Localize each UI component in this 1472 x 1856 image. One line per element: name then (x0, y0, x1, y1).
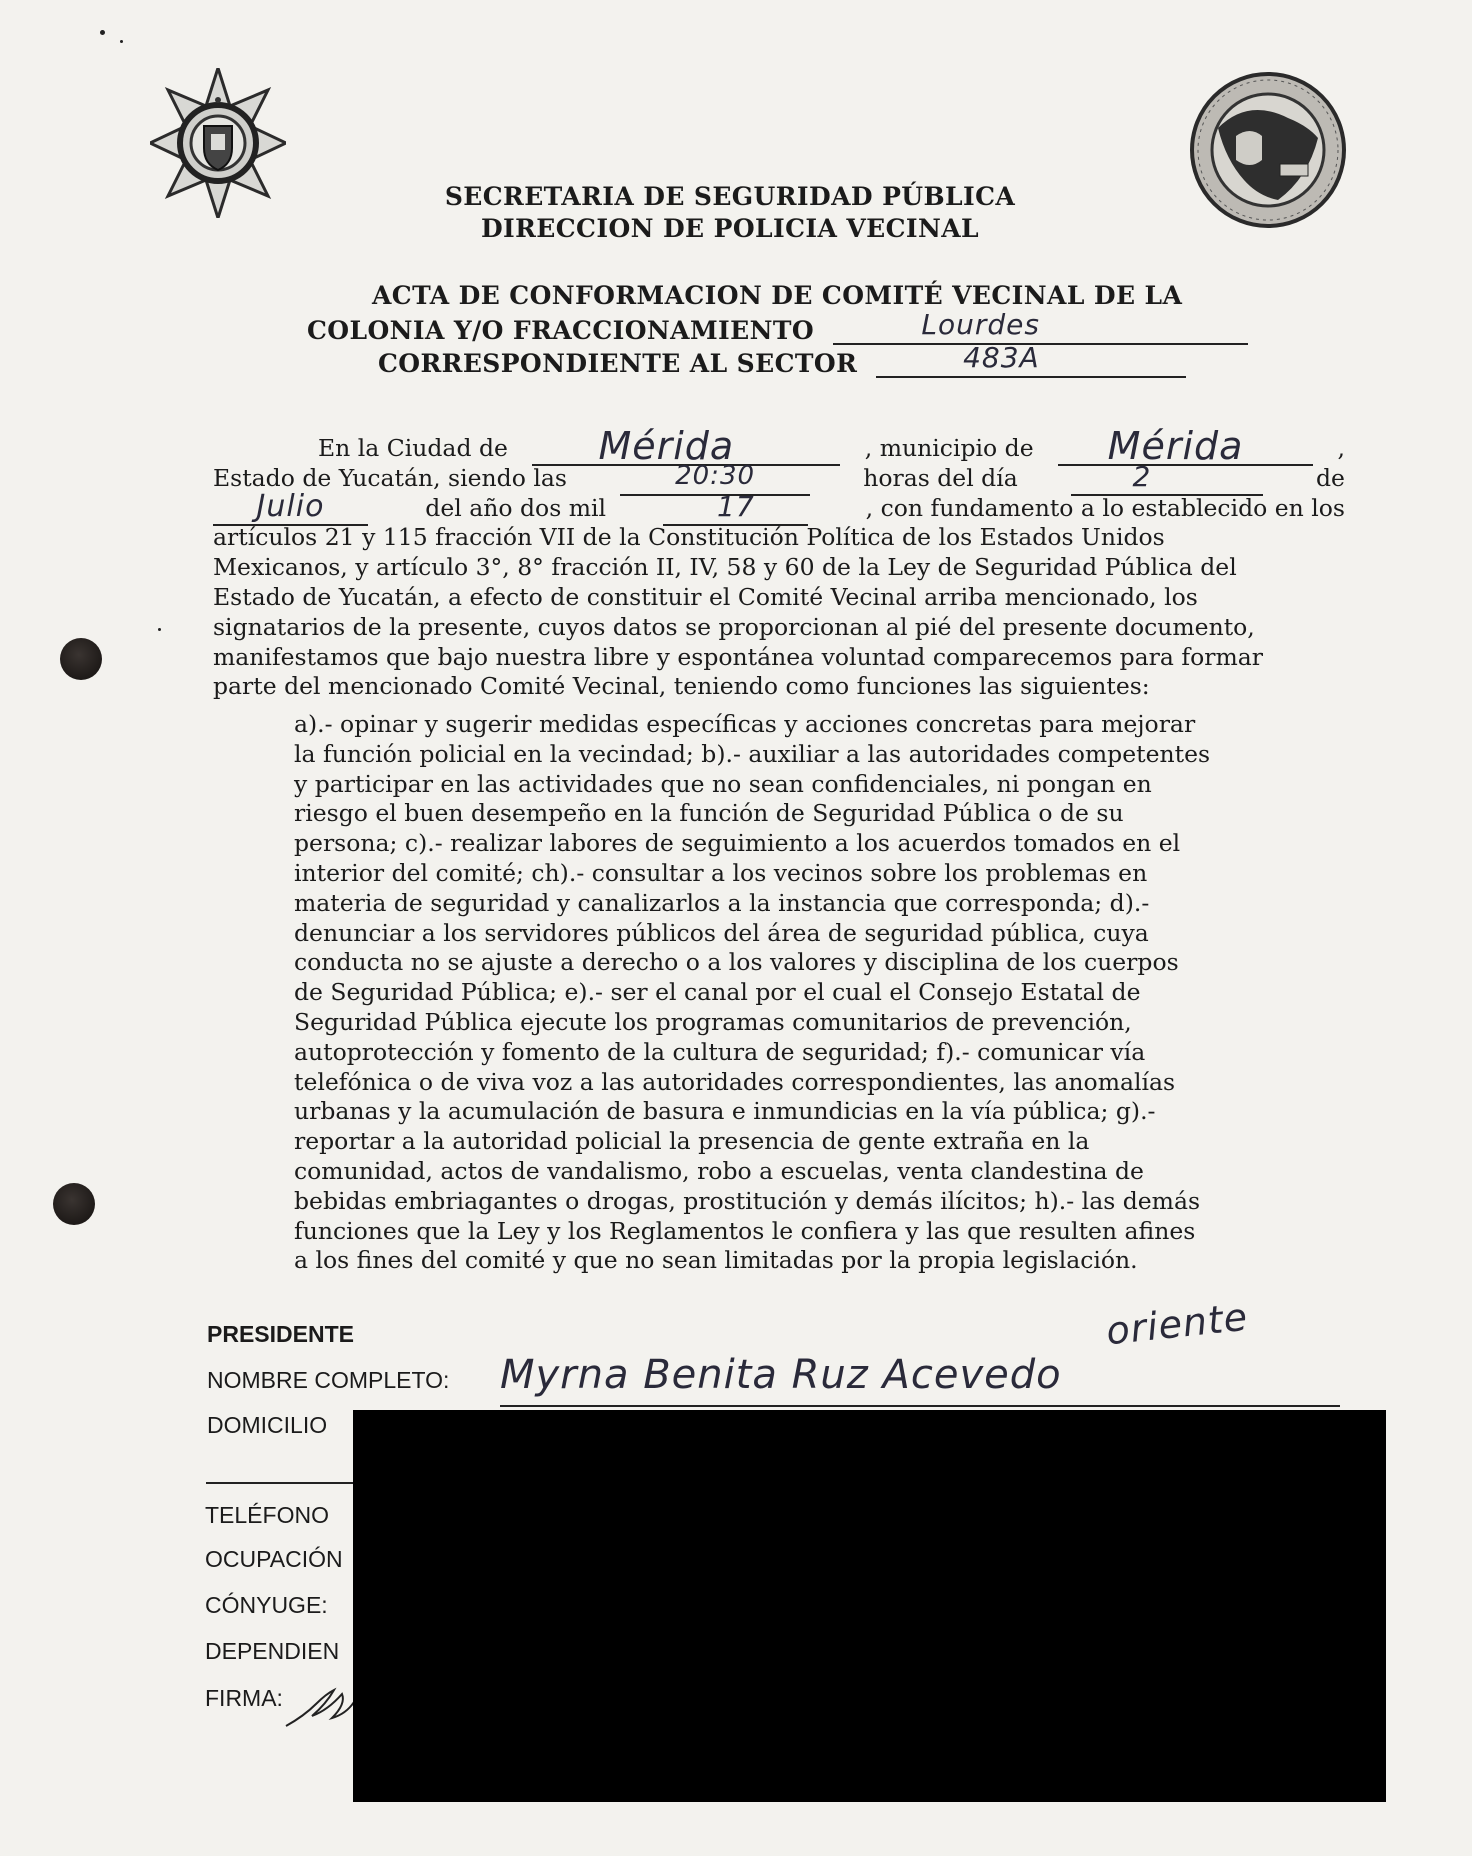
con-label: , con fundamento a lo establecido en los (865, 493, 1345, 522)
form-line-3 (213, 488, 1345, 524)
mes-field (213, 488, 368, 526)
dia-value: 2 (1132, 460, 1152, 493)
form-line-2 (213, 460, 1345, 494)
functions-line: denunciar a los servidores públicos del área de seguridad pública, cuya (294, 918, 1149, 947)
colonia-label: COLONIA Y/O FRACCIONAMIENTO (307, 316, 815, 345)
functions-line: riesgo el buen desempeño en la función de Seguridad Pública o de su (294, 799, 1124, 828)
functions-line: funciones que la Ley y los Reglamentos le confiera y las que resulten afines (294, 1216, 1196, 1245)
functions-line: a los fines del comité y que no sean limitadas por la propia legislación. (294, 1246, 1138, 1275)
punch-hole (60, 638, 102, 680)
sector-field (876, 341, 1186, 378)
horas-label: horas del día (863, 463, 1018, 492)
ocupacion-label: OCUPACIÓN (205, 1546, 343, 1572)
margin-note: oriente (1104, 1294, 1251, 1354)
nombre-value: Myrna Benita Ruz Acevedo (500, 1352, 1062, 1398)
opening-paragraph (213, 424, 1345, 702)
functions-line: comunidad, actos de vandalismo, robo a escuelas, venta clandestina de (294, 1156, 1144, 1185)
ciudad-value: Mérida (598, 424, 735, 469)
title-line-1: ACTA DE CONFORMACION DE COMITÉ VECINAL DE LA (372, 281, 1183, 310)
colonia-value: Lourdes (921, 308, 1040, 341)
dependientes-label: DEPENDIEN (205, 1638, 340, 1664)
mes-value: Julio (256, 488, 325, 524)
speck (100, 30, 105, 35)
paragraph-line: manifestamos que bajo nuestra libre y espontánea voluntad comparecemos para formar (213, 642, 1264, 671)
paragraph-line: signatarios de la presente, cuyos datos se proporcionan al pié del presente documento, (213, 612, 1255, 641)
header-line-1: SECRETARIA DE SEGURIDAD PÚBLICA (444, 182, 1016, 211)
signature-scribble-icon (282, 1682, 362, 1732)
domicilio-label: DOMICILIO (207, 1412, 328, 1438)
speck (120, 40, 123, 43)
municipio-label: , municipio de (864, 434, 1034, 462)
form-line-1 (213, 424, 1345, 469)
anio-label: del año dos mil (425, 493, 607, 522)
conyuge-label: CÓNYUGE: (205, 1592, 328, 1618)
telefono-label: TELÉFONO (205, 1502, 329, 1528)
domicilio-line (206, 1482, 356, 1484)
anio-field (663, 489, 808, 526)
functions-line: autoprotección y fomento de la cultura de seguridad; f).- comunicar vía (294, 1037, 1146, 1066)
functions-line: a).- opinar y sugerir medidas específicas y acciones concretas para mejorar (294, 710, 1196, 738)
comma: , (1337, 434, 1345, 462)
police-star-badge-icon (150, 68, 286, 218)
estado-label: Estado de Yucatán, siendo las (213, 463, 567, 492)
redaction-block (353, 1410, 1386, 1802)
nombre-line (500, 1405, 1340, 1407)
functions-line: materia de seguridad y canalizarlos a la instancia que corresponda; d).- (294, 888, 1150, 917)
paragraph-line: Mexicanos, y artículo 3°, 8° fracción II, IV, 58 y 60 de la Ley de Seguridad Pública del (213, 553, 1237, 582)
title-line-3 (378, 341, 1186, 378)
ciudad-label: En la Ciudad de (318, 434, 508, 462)
functions-line: interior del comité; ch).- consultar a los vecinos sobre los problemas en (294, 858, 1148, 887)
functions-line: Seguridad Pública ejecute los programas comunitarios de prevención, (294, 1007, 1132, 1036)
sector-label: CORRESPONDIENTE AL SECTOR (378, 349, 858, 378)
municipio-value: Mérida (1107, 424, 1244, 469)
de-label: de (1316, 463, 1345, 492)
functions-line: la función policial en la vecindad; b).- auxiliar a las autoridades competentes (294, 739, 1211, 768)
consejo-seal-icon (1188, 70, 1348, 230)
functions-line: urbanas y la acumulación de basura e inmundicias en la vía pública; g).- (294, 1097, 1156, 1126)
anio-value: 17 (717, 489, 755, 523)
dia-field (1071, 460, 1263, 496)
firma-label: FIRMA: (205, 1685, 283, 1711)
functions-line: bebidas embriagantes o drogas, prostitución y demás ilícitos; h).- las demás (294, 1186, 1201, 1215)
paragraph-line: artículos 21 y 115 fracción VII de la Constitución Política de los Estados Unidos (213, 523, 1165, 552)
header-line-2: DIRECCION DE POLICIA VECINAL (480, 214, 980, 243)
functions-line: telefónica o de viva voz a las autoridades correspondientes, las anomalías (294, 1067, 1176, 1096)
speck (158, 628, 161, 631)
paragraph-line: Estado de Yucatán, a efecto de constituir el Comité Vecinal arriba mencionado, los (213, 582, 1198, 611)
president-heading: PRESIDENTE (207, 1321, 354, 1347)
functions-line: y participar en las actividades que no sean confidenciales, ni pongan en (294, 769, 1152, 798)
functions-list (294, 710, 1262, 1276)
functions-line: persona; c).- realizar labores de seguimiento a los acuerdos tomados en el (294, 829, 1181, 858)
sector-value: 483A (963, 341, 1040, 374)
paragraph-line: parte del mencionado Comité Vecinal, teniendo como funciones las siguientes: (213, 672, 1150, 701)
hora-value: 20:30 (675, 461, 756, 491)
functions-line: de Seguridad Pública; e).- ser el canal por el cual el Consejo Estatal de (294, 978, 1141, 1007)
functions-line: conducta no se ajuste a derecho o a los valores y disciplina de los cuerpos (294, 948, 1179, 977)
functions-line: reportar a la autoridad policial la presencia de gente extraña en la (294, 1127, 1090, 1156)
nombre-label: NOMBRE COMPLETO: (207, 1367, 450, 1393)
punch-hole (53, 1183, 95, 1225)
